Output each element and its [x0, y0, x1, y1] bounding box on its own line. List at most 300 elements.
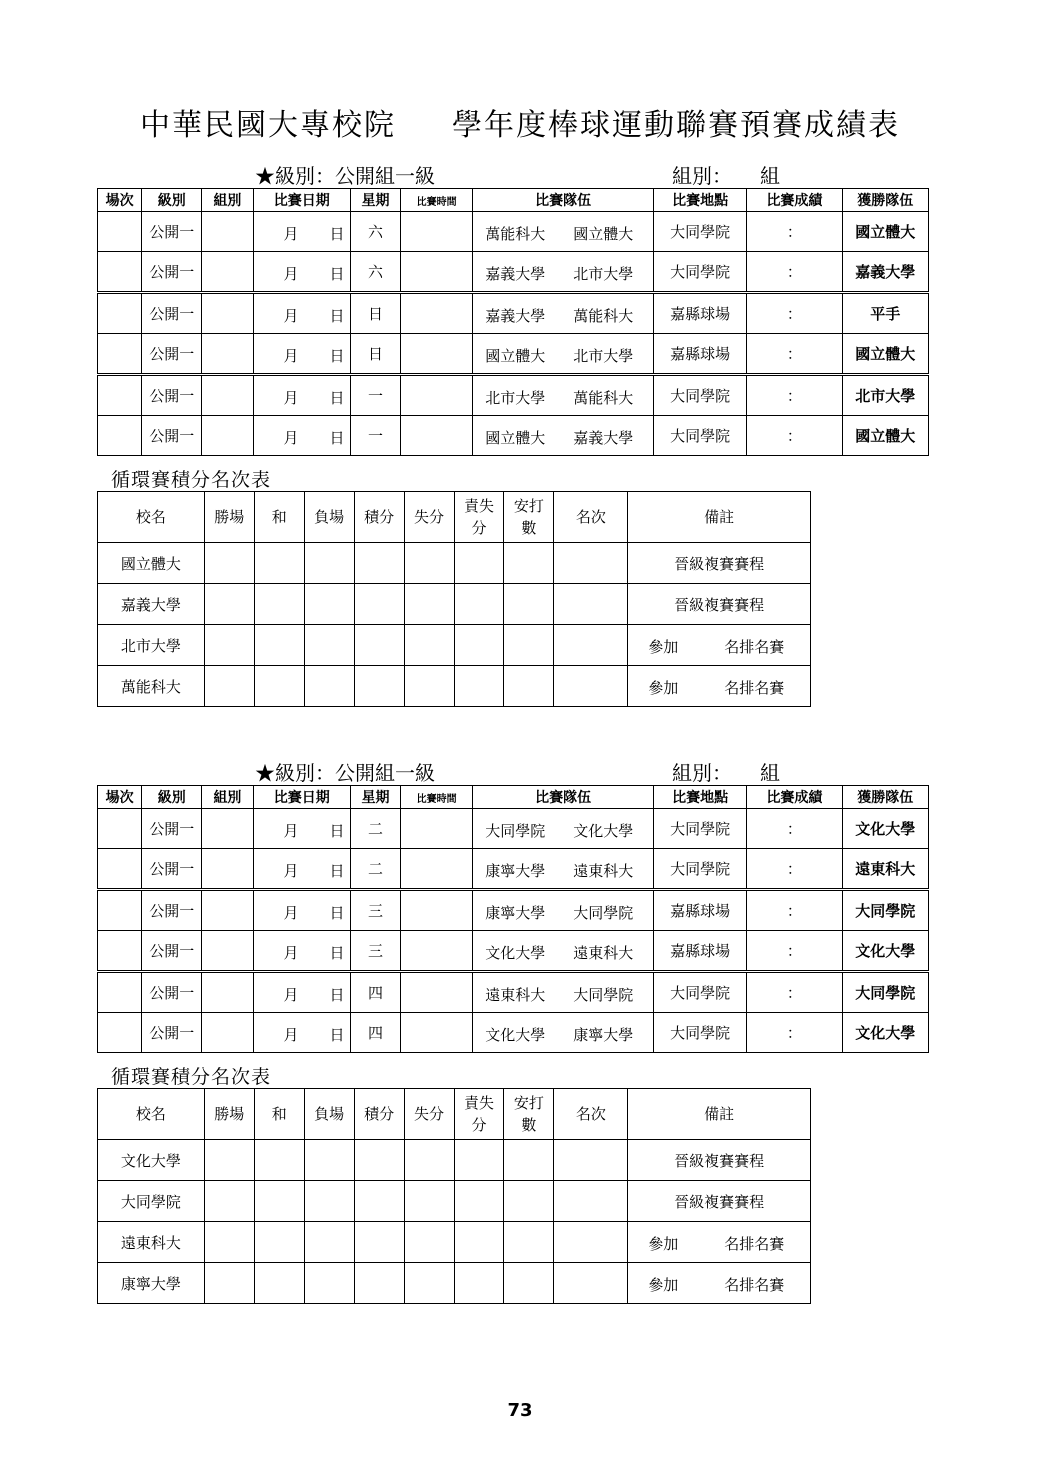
match-team1: 大同學院 — [485, 822, 546, 840]
match-row — [98, 1013, 929, 1053]
standings-empty-cell — [304, 666, 354, 707]
match-level: 公開一 — [142, 849, 202, 890]
match-winner: 平手 — [842, 293, 928, 334]
match-day: 日 — [329, 347, 345, 365]
match-team2: 大同學院 — [573, 986, 634, 1004]
standings-header-losses: 負場 — [304, 492, 354, 543]
standings-header-runs-allowed: 失分 — [404, 1089, 454, 1140]
standings-empty-cell — [454, 1181, 504, 1222]
standings-table — [97, 1088, 811, 1304]
standings-header-remarks: 備註 — [628, 1089, 811, 1140]
match-number-cell — [98, 1013, 142, 1053]
earned-runs-line1: 責失 — [463, 497, 494, 515]
standings-empty-cell — [504, 1140, 554, 1181]
standings-empty-cell — [404, 1140, 454, 1181]
standings-empty-cell — [504, 543, 554, 584]
match-score: ： — [747, 849, 842, 890]
hits-line1: 安打 — [513, 1094, 544, 1112]
match-month: 月 — [283, 822, 299, 840]
standings-empty-cell — [404, 1263, 454, 1304]
match-header-cell: 星期 — [350, 189, 400, 212]
remark-part-a: 參加 — [648, 638, 679, 656]
match-score: ： — [747, 1013, 842, 1053]
match-month: 月 — [283, 1026, 299, 1044]
match-table — [97, 188, 929, 456]
standings-header-draws: 和 — [254, 1089, 304, 1140]
match-score: ： — [747, 972, 842, 1013]
standings-header-draws: 和 — [254, 492, 304, 543]
match-winner: 國立體大 — [842, 416, 928, 456]
match-teams — [473, 375, 654, 416]
standings-empty-cell — [204, 543, 254, 584]
standings-empty-cell — [304, 1181, 354, 1222]
match-teams — [473, 212, 654, 252]
match-team2: 遠東科大 — [573, 944, 634, 962]
match-venue: 嘉縣球場 — [653, 293, 746, 334]
standings-remark: 晉級複賽賽程 — [628, 1140, 811, 1181]
match-team2: 嘉義大學 — [573, 429, 634, 447]
match-row — [98, 252, 929, 293]
standings-empty-cell — [354, 1181, 404, 1222]
standings-empty-cell — [354, 1222, 404, 1263]
match-weekday: 四 — [350, 1013, 400, 1053]
results-section — [0, 757, 1040, 1294]
match-row — [98, 931, 929, 972]
section-subheading — [0, 160, 1040, 188]
match-teams — [473, 972, 654, 1013]
hits-line2: 數 — [521, 1116, 537, 1134]
standings-header-remarks: 備註 — [628, 492, 811, 543]
remark-part-b: 名排名賽 — [724, 679, 785, 697]
match-time-cell — [401, 252, 473, 293]
match-teams — [473, 293, 654, 334]
standings-header-row — [98, 492, 811, 543]
group-label-text: 組別： — [672, 164, 732, 188]
match-level: 公開一 — [142, 972, 202, 1013]
standings-empty-cell — [504, 625, 554, 666]
round-robin-title: 循環賽積分名次表 — [111, 1066, 272, 1088]
standings-empty-cell — [404, 584, 454, 625]
standings-empty-cell — [454, 543, 504, 584]
match-group-cell — [202, 293, 253, 334]
match-header-cell: 級別 — [142, 189, 202, 212]
standings-empty-cell — [354, 666, 404, 707]
match-score: ： — [747, 375, 842, 416]
match-header-cell: 獲勝隊伍 — [842, 189, 928, 212]
match-venue: 嘉縣球場 — [653, 890, 746, 931]
match-weekday: 四 — [350, 972, 400, 1013]
standings-header-points: 積分 — [354, 492, 404, 543]
standings-remark — [628, 1222, 811, 1263]
match-row — [98, 890, 929, 931]
match-header-cell: 比賽隊伍 — [473, 786, 654, 809]
standings-remark: 晉級複賽賽程 — [628, 543, 811, 584]
match-weekday: 日 — [350, 293, 400, 334]
match-header-cell: 比賽成績 — [747, 189, 842, 212]
match-teams — [473, 1013, 654, 1053]
standings-empty-cell — [254, 584, 304, 625]
match-date — [253, 849, 350, 890]
match-row — [98, 334, 929, 375]
match-month: 月 — [283, 347, 299, 365]
match-group-cell — [202, 890, 253, 931]
match-day: 日 — [329, 389, 345, 407]
hits-line2: 數 — [521, 519, 537, 537]
match-teams — [473, 890, 654, 931]
match-date — [253, 1013, 350, 1053]
match-time-cell — [401, 293, 473, 334]
section-subheading — [0, 757, 1040, 785]
standings-empty-cell — [204, 1181, 254, 1222]
standings-empty-cell — [204, 1140, 254, 1181]
match-score: ： — [747, 890, 842, 931]
match-date — [253, 931, 350, 972]
standings-empty-cell — [404, 625, 454, 666]
match-header-cell: 比賽地點 — [653, 786, 746, 809]
match-month: 月 — [283, 986, 299, 1004]
match-month: 月 — [283, 944, 299, 962]
standings-empty-cell — [204, 584, 254, 625]
standings-empty-cell — [354, 1263, 404, 1304]
match-number-cell — [98, 890, 142, 931]
standings-school: 萬能科大 — [98, 666, 205, 707]
standings-empty-cell — [504, 1263, 554, 1304]
group-suffix: 組 — [760, 761, 780, 785]
group-label-text: 組別： — [672, 761, 732, 785]
match-table — [97, 785, 929, 1053]
group-suffix: 組 — [760, 164, 780, 188]
match-venue: 嘉縣球場 — [653, 931, 746, 972]
match-group-cell — [202, 416, 253, 456]
match-header-cell: 比賽日期 — [253, 786, 350, 809]
standings-remark: 晉級複賽賽程 — [628, 1181, 811, 1222]
match-team2: 北市大學 — [573, 265, 634, 283]
match-level: 公開一 — [142, 334, 202, 375]
standings-remark — [628, 625, 811, 666]
match-row — [98, 809, 929, 849]
match-score: ： — [747, 212, 842, 252]
standings-empty-cell — [404, 1181, 454, 1222]
match-number-cell — [98, 416, 142, 456]
match-venue: 大同學院 — [653, 849, 746, 890]
match-team1: 萬能科大 — [485, 225, 546, 243]
match-venue: 嘉縣球場 — [653, 334, 746, 375]
page-title — [0, 100, 1040, 144]
match-day: 日 — [329, 904, 345, 922]
match-number-cell — [98, 293, 142, 334]
match-level: 公開一 — [142, 416, 202, 456]
match-score: ： — [747, 293, 842, 334]
standings-empty-cell — [504, 584, 554, 625]
match-level: 公開一 — [142, 293, 202, 334]
standings-empty-cell — [504, 666, 554, 707]
match-team1: 康寧大學 — [485, 904, 546, 922]
match-weekday: 三 — [350, 890, 400, 931]
title-part1: 中華民國大專校院 — [140, 108, 396, 143]
standings-empty-cell — [304, 584, 354, 625]
match-header-cell: 星期 — [350, 786, 400, 809]
match-row — [98, 972, 929, 1013]
match-month: 月 — [283, 225, 299, 243]
match-team2: 萬能科大 — [573, 307, 634, 325]
match-month: 月 — [283, 429, 299, 447]
standings-empty-cell — [304, 1140, 354, 1181]
match-team1: 嘉義大學 — [485, 265, 546, 283]
match-number-cell — [98, 972, 142, 1013]
match-teams — [473, 252, 654, 293]
standings-empty-cell — [354, 584, 404, 625]
match-day: 日 — [329, 225, 345, 243]
standings-empty-cell — [554, 1263, 628, 1304]
remark-part-a: 參加 — [648, 679, 679, 697]
standings-empty-cell — [254, 1140, 304, 1181]
match-group-cell — [202, 1013, 253, 1053]
standings-school: 嘉義大學 — [98, 584, 205, 625]
title-part2: 學年度棒球運動聯賽預賽成績表 — [452, 108, 900, 143]
match-time-cell — [401, 890, 473, 931]
match-team2: 康寧大學 — [573, 1026, 634, 1044]
match-time-cell — [401, 416, 473, 456]
match-number-cell — [98, 931, 142, 972]
standings-empty-cell — [254, 1263, 304, 1304]
standings-header-school: 校名 — [98, 1089, 205, 1140]
match-team1: 國立體大 — [485, 347, 546, 365]
match-weekday: 六 — [350, 252, 400, 293]
standings-remark — [628, 666, 811, 707]
results-section — [0, 160, 1040, 697]
standings-remark: 晉級複賽賽程 — [628, 584, 811, 625]
standings-empty-cell — [254, 543, 304, 584]
match-winner: 大同學院 — [842, 890, 928, 931]
match-time-cell — [401, 972, 473, 1013]
match-header-cell: 場次 — [98, 786, 142, 809]
standings-empty-cell — [404, 1222, 454, 1263]
match-venue: 大同學院 — [653, 212, 746, 252]
match-level: 公開一 — [142, 212, 202, 252]
group-label — [672, 160, 780, 189]
standings-empty-cell — [254, 625, 304, 666]
match-date — [253, 972, 350, 1013]
standings-school: 北市大學 — [98, 625, 205, 666]
match-day: 日 — [329, 265, 345, 283]
match-venue: 大同學院 — [653, 416, 746, 456]
match-team2: 大同學院 — [573, 904, 634, 922]
match-teams — [473, 809, 654, 849]
match-number-cell — [98, 849, 142, 890]
match-team1: 北市大學 — [485, 389, 546, 407]
match-group-cell — [202, 972, 253, 1013]
match-day: 日 — [329, 822, 345, 840]
match-header-cell: 獲勝隊伍 — [842, 786, 928, 809]
match-team2: 北市大學 — [573, 347, 634, 365]
standings-row — [98, 1140, 811, 1181]
standings-row — [98, 666, 811, 707]
standings-empty-cell — [554, 543, 628, 584]
standings-empty-cell — [354, 1140, 404, 1181]
standings-header-runs-allowed: 失分 — [404, 492, 454, 543]
match-winner: 國立體大 — [842, 212, 928, 252]
standings-school: 大同學院 — [98, 1181, 205, 1222]
match-level: 公開一 — [142, 931, 202, 972]
match-header-row — [98, 786, 929, 809]
standings-row — [98, 584, 811, 625]
match-team1: 康寧大學 — [485, 862, 546, 880]
standings-row — [98, 1222, 811, 1263]
match-team2: 國立體大 — [573, 225, 634, 243]
standings-header-rank: 名次 — [554, 1089, 628, 1140]
standings-header-earned-runs — [454, 1089, 504, 1140]
match-winner: 國立體大 — [842, 334, 928, 375]
standings-empty-cell — [454, 625, 504, 666]
match-winner: 文化大學 — [842, 931, 928, 972]
match-time-cell — [401, 1013, 473, 1053]
match-team1: 遠東科大 — [485, 986, 546, 1004]
standings-empty-cell — [554, 1181, 628, 1222]
standings-remark — [628, 1263, 811, 1304]
level-label: ★級別：公開組一級 — [255, 761, 435, 785]
match-team1: 文化大學 — [485, 944, 546, 962]
standings-empty-cell — [554, 584, 628, 625]
remark-part-b: 名排名賽 — [724, 1235, 785, 1253]
match-winner: 文化大學 — [842, 809, 928, 849]
standings-empty-cell — [254, 666, 304, 707]
standings-empty-cell — [304, 1263, 354, 1304]
match-teams — [473, 416, 654, 456]
remark-part-a: 參加 — [648, 1276, 679, 1294]
match-team1: 文化大學 — [485, 1026, 546, 1044]
standings-header-school: 校名 — [98, 492, 205, 543]
match-weekday: 日 — [350, 334, 400, 375]
match-header-cell: 比賽時間 — [401, 786, 473, 809]
standings-empty-cell — [554, 666, 628, 707]
standings-header-points: 積分 — [354, 1089, 404, 1140]
level-label: ★級別：公開組一級 — [255, 164, 435, 188]
match-header-cell: 級別 — [142, 786, 202, 809]
remark-part-b: 名排名賽 — [724, 1276, 785, 1294]
match-score: ： — [747, 252, 842, 293]
standings-row — [98, 543, 811, 584]
match-time-cell — [401, 334, 473, 375]
page-number: 73 — [507, 1400, 533, 1421]
hits-line1: 安打 — [513, 497, 544, 515]
group-label — [672, 757, 780, 786]
standings-school: 文化大學 — [98, 1140, 205, 1181]
match-group-cell — [202, 252, 253, 293]
match-time-cell — [401, 931, 473, 972]
match-day: 日 — [329, 429, 345, 447]
match-date — [253, 212, 350, 252]
standings-header-wins: 勝場 — [204, 1089, 254, 1140]
match-winner: 遠東科大 — [842, 849, 928, 890]
standings-empty-cell — [454, 666, 504, 707]
standings-empty-cell — [304, 543, 354, 584]
match-team2: 萬能科大 — [573, 389, 634, 407]
match-row — [98, 416, 929, 456]
match-header-cell: 比賽隊伍 — [473, 189, 654, 212]
standings-empty-cell — [254, 1222, 304, 1263]
match-group-cell — [202, 809, 253, 849]
match-winner: 文化大學 — [842, 1013, 928, 1053]
match-day: 日 — [329, 862, 345, 880]
match-level: 公開一 — [142, 809, 202, 849]
standings-empty-cell — [354, 543, 404, 584]
match-row — [98, 212, 929, 252]
match-team1: 嘉義大學 — [485, 307, 546, 325]
standings-header-row — [98, 1089, 811, 1140]
standings-empty-cell — [554, 1140, 628, 1181]
match-header-row — [98, 189, 929, 212]
match-row — [98, 293, 929, 334]
standings-table — [97, 491, 811, 707]
standings-row — [98, 1181, 811, 1222]
earned-runs-line2: 分 — [471, 519, 487, 537]
match-group-cell — [202, 212, 253, 252]
match-month: 月 — [283, 307, 299, 325]
standings-empty-cell — [454, 584, 504, 625]
match-date — [253, 293, 350, 334]
match-teams — [473, 334, 654, 375]
match-group-cell — [202, 931, 253, 972]
standings-header-rank: 名次 — [554, 492, 628, 543]
match-score: ： — [747, 809, 842, 849]
earned-runs-line2: 分 — [471, 1116, 487, 1134]
standings-empty-cell — [404, 666, 454, 707]
match-month: 月 — [283, 389, 299, 407]
standings-empty-cell — [304, 1222, 354, 1263]
standings-empty-cell — [504, 1181, 554, 1222]
match-date — [253, 416, 350, 456]
match-header-cell: 比賽時間 — [401, 189, 473, 212]
standings-empty-cell — [554, 1222, 628, 1263]
match-date — [253, 334, 350, 375]
match-score: ： — [747, 931, 842, 972]
standings-empty-cell — [204, 1263, 254, 1304]
standings-empty-cell — [204, 1222, 254, 1263]
match-time-cell — [401, 212, 473, 252]
match-weekday: 一 — [350, 375, 400, 416]
match-level: 公開一 — [142, 890, 202, 931]
standings-empty-cell — [454, 1222, 504, 1263]
standings-school: 遠東科大 — [98, 1222, 205, 1263]
match-venue: 大同學院 — [653, 252, 746, 293]
match-date — [253, 252, 350, 293]
match-date — [253, 890, 350, 931]
standings-empty-cell — [304, 625, 354, 666]
match-day: 日 — [329, 1026, 345, 1044]
match-row — [98, 375, 929, 416]
standings-header-wins: 勝場 — [204, 492, 254, 543]
match-day: 日 — [329, 307, 345, 325]
match-level: 公開一 — [142, 252, 202, 293]
match-weekday: 二 — [350, 809, 400, 849]
standings-header-earned-runs — [454, 492, 504, 543]
standings-header-hits — [504, 492, 554, 543]
match-score: ： — [747, 416, 842, 456]
match-weekday: 三 — [350, 931, 400, 972]
match-group-cell — [202, 334, 253, 375]
standings-empty-cell — [354, 625, 404, 666]
match-teams — [473, 931, 654, 972]
remark-part-b: 名排名賽 — [724, 638, 785, 656]
match-venue: 大同學院 — [653, 1013, 746, 1053]
match-header-cell: 場次 — [98, 189, 142, 212]
match-day: 日 — [329, 986, 345, 1004]
match-time-cell — [401, 375, 473, 416]
match-winner: 北市大學 — [842, 375, 928, 416]
standings-header-hits — [504, 1089, 554, 1140]
match-day: 日 — [329, 944, 345, 962]
match-team2: 文化大學 — [573, 822, 634, 840]
